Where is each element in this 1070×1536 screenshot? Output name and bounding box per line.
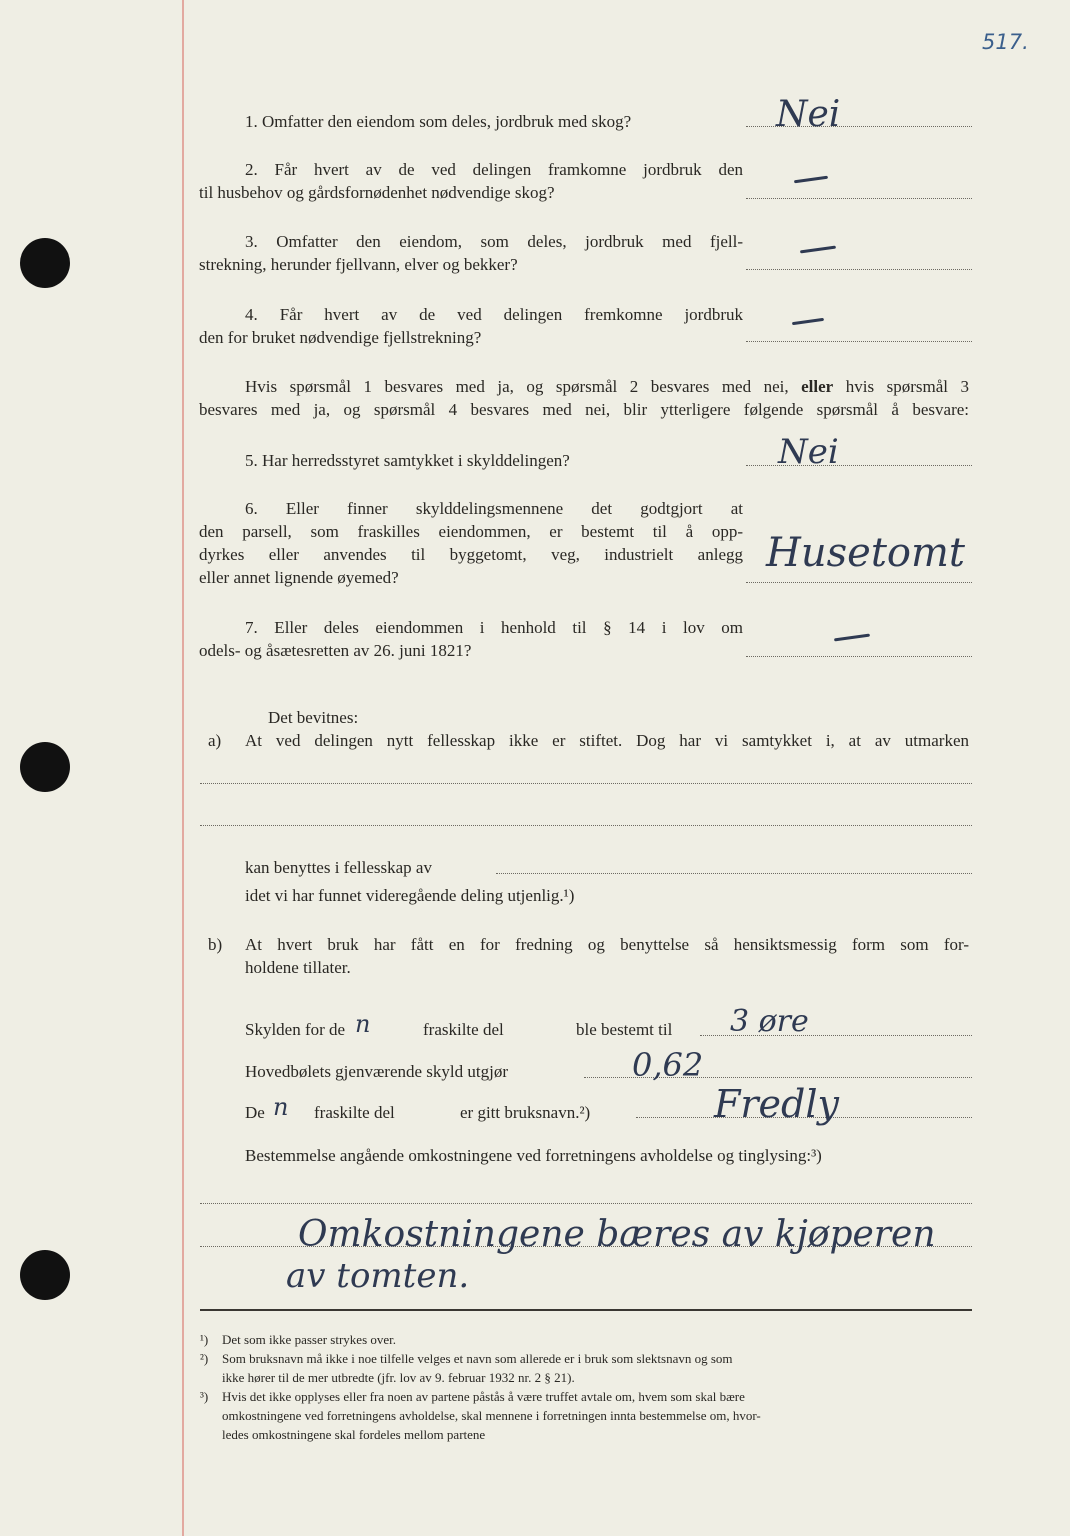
answer-line [746,656,972,657]
answer-line [746,269,972,270]
footnote-1 [200,1331,396,1348]
conditional-bold: eller [801,377,834,396]
blank-line [496,873,972,874]
conditional-post: hvis spørsmål 3 [845,377,969,396]
remaining-skyld-handwritten: 0,62 [632,1046,704,1084]
blank-line [200,783,972,784]
conditional-text-line-1 [245,375,969,398]
answer-5-handwritten: Nei [778,432,839,472]
name-fraskilt: fraskilte del [314,1103,395,1122]
answer-line [746,582,972,583]
division-useless-text: idet vi har funnet videregående deling utjenlig.¹) [245,886,575,905]
footnote-text: Det som ikke passer strykes over. [222,1332,397,1347]
margin-line [182,0,184,1536]
question-3-line-2: strekning, herunder fjellvann, elver og bekker? [199,255,518,274]
question-6-line-3: dyrkes eller anvendes til byggetomt, veg, industrielt anlegg [199,545,743,564]
item-b-label: b) [208,935,223,954]
question-4-line-1: 4. Får hvert av de ved delingen fremkomne jordbruk [245,305,743,324]
question-2-line-2: til husbehov og gårdsfornødenhet nødvendige skog? [199,183,555,202]
item-b-line-1: At hvert bruk har fått en for fredning og benyttelse så hensiktsmessig form som for- [245,935,969,954]
name-label: De [245,1103,265,1122]
page-number: 517. [982,30,1029,54]
blank-line [200,825,972,826]
answer-6-handwritten: Husetomt [766,530,966,576]
footnote-separator [200,1309,972,1311]
costs-handwritten-line-1: Omkostningene bæres av kjøperen [298,1214,936,1255]
footnote-mark: ³) [200,1389,209,1404]
footnote-mark: ¹) [200,1332,209,1347]
answer-1-handwritten: Nei [776,94,841,135]
costs-label: Bestemmelse angående omkostningene ved forretningens avholdelse og tinglysing:³) [245,1146,822,1165]
name-handwritten-suffix: n [273,1093,289,1121]
bruksnavn-handwritten: Fredly [714,1082,839,1126]
footnote-text: Hvis det ikke opplyses eller fra noen av partene påstås å være truffet avtale om, hvem som skal bære [222,1389,745,1404]
shared-use-text: kan benyttes i fellesskap av [245,858,432,877]
question-1: 1. Omfatter den eiendom som deles, jordbruk med skog? [245,112,632,131]
answer-7-dash [834,634,870,642]
answer-line [746,341,972,342]
item-b-line-2: holdene tillater. [245,958,351,977]
punch-hole [20,1250,70,1300]
footnote-text: Som bruksnavn må ikke i noe tilfelle velges et navn som allerede er i bruk som slektsnavn og som [222,1351,733,1366]
footnote-3-line-3: ledes omkostningene skal fordeles mellom partene [222,1427,486,1442]
punch-hole [20,238,70,288]
question-7-line-2: odels- og åsætesretten av 26. juni 1821? [199,641,472,660]
skyld-bestemt: ble bestemt til [576,1020,673,1039]
skyld-value-handwritten: 3 øre [730,1004,809,1039]
footnote-3-line-2: omkostningene ved forretningens avholdelse, skal mennene i forretningen innta bestemmelse om, hvor- [222,1408,761,1423]
question-4-line-2: den for bruket nødvendige fjellstrekning? [199,328,482,347]
answer-line [746,198,972,199]
skyld-fraskilt: fraskilte del [423,1020,504,1039]
footnote-2-line-2: ikke hører til de mer utbredte (jfr. lov av 9. februar 1932 nr. 2 § 21). [222,1370,575,1385]
item-a-text: At ved delingen nytt fellesskap ikke er stiftet. Dog har vi samtykket i, at av utmarken [245,731,969,750]
attestation-heading: Det bevitnes: [268,708,359,727]
question-7-line-1: 7. Eller deles eiendommen i henhold til § 14 i lov om [245,618,743,637]
answer-2-dash [794,176,828,184]
answer-3-dash [800,246,836,254]
footnote-2 [200,1350,733,1367]
question-6-line-1: 6. Eller finner skylddelingsmennene det godtgjort at [245,499,743,518]
skyld-label: Skylden for de [245,1020,346,1039]
footnote-3 [200,1388,745,1405]
skyld-handwritten-suffix: n [355,1010,371,1038]
blank-line [200,1203,972,1204]
question-2-line-1: 2. Får hvert av de ved delingen framkomne jordbruk den [245,160,743,179]
conditional-text-line-2: besvares med ja, og spørsmål 4 besvares med nei, blir ytterligere følgende spørsmål å besvare: [199,400,969,419]
question-3-line-1: 3. Omfatter den eiendom, som deles, jordbruk med fjell- [245,232,743,251]
item-a-label: a) [208,731,222,750]
question-6-line-2: den parsell, som fraskilles eiendommen, er bestemt til å opp- [199,522,743,541]
punch-hole [20,742,70,792]
answer-4-dash [792,318,824,325]
costs-handwritten-line-2: av tomten. [286,1256,470,1296]
conditional-pre: Hvis spørsmål 1 besvares med ja, og spørsmål 2 besvares med nei, [245,377,789,396]
question-6-line-4: eller annet lignende øyemed? [199,568,399,587]
remaining-skyld-label: Hovedbølets gjenværende skyld utgjør [245,1062,508,1081]
footnote-mark: ²) [200,1351,209,1366]
question-5: 5. Har herredsstyret samtykket i skylddelingen? [245,451,570,470]
name-bruksnavn: er gitt bruksnavn.²) [460,1103,591,1122]
